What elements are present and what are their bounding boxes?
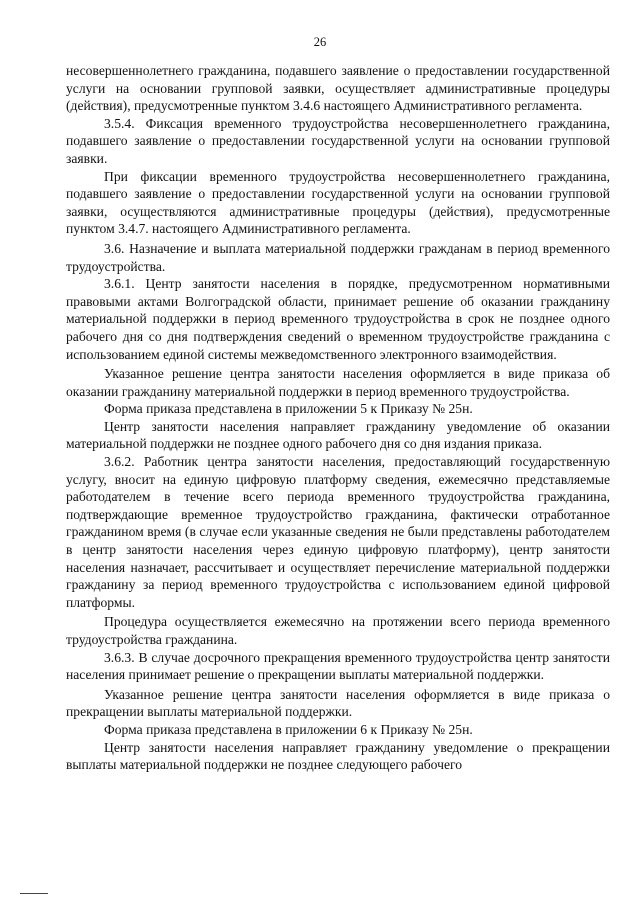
paragraph-3-6-2: 3.6.2. Работник центра занятости населения, предоставляющий государственную услугу, вносит на единую цифровую платформу сведения, ежемесячно представляемые работодателем в течение всего периода временного трудоустройства гражданина, подтверждающие временное трудоустройство гражданина, фактически отработанное гражданином время (в случае если указанные сведения не были представлены работодателем в центр занятости населения через единую цифровую платформу), центр занятости населения назначает, рассчитывает и осуществляет перечисление материальной поддержки гражданину за период временного трудоустройства с использованием единой цифровой платформы. (66, 454, 610, 610)
paragraph-termination-order: Указанное решение центра занятости населения оформляется в виде приказа о прекращении выплаты материальной поддержки. (66, 686, 610, 720)
paragraph-form-5: Форма приказа представлена в приложении 5 к Приказу № 25н. (104, 401, 473, 417)
document-body (66, 62, 610, 774)
paragraph-decision-order: Указанное решение центра занятости населения оформляется в виде приказа об оказании гражданину материальной поддержки в период временного трудоустройства. (66, 366, 610, 399)
paragraph-notification: Центр занятости населения направляет гражданину уведомление об оказании материальной поддержки не позднее одного рабочего дня со дня издания приказа. (66, 418, 610, 452)
paragraph-3-6: 3.6. Назначение и выплата материальной поддержки гражданам в период временного трудоустройства. (66, 240, 610, 274)
paragraph-procedure: Процедура осуществляется ежемесячно на протяжении всего периода временного трудоустройства гражданина. (66, 614, 610, 647)
page-edge-mark (20, 893, 48, 894)
paragraph-form-6: Форма приказа представлена в приложении 6 к Приказу № 25н. (104, 721, 473, 737)
page-number: 26 (313, 35, 327, 49)
paragraph-fixation: При фиксации временного трудоустройства несовершеннолетнего гражданина, подавшего заявление о предоставлении государственной услуги на основании групповой заявки, осуществляются административные процедуры (действия), предусмотренные пунктом 3.4.7. настоящего Административного регламента. (66, 168, 610, 237)
paragraph-termination-notice: Центр занятости населения направляет гражданину уведомление о прекращении выплаты материальной поддержки не позднее следующего рабочего (66, 739, 610, 773)
paragraph-3-6-3: 3.6.3. В случае досрочного прекращения временного трудоустройства центр занятости населения принимает решение о прекращении выплаты материальной поддержки. (66, 649, 610, 683)
paragraph-continuation: несовершеннолетнего гражданина, подавшего заявление о предоставлении государственной услуги на основании групповой заявки, осуществляет административные процедуры (действия), предусмотренные пунктом 3.4.6 настоящего Административного регламента. (66, 63, 610, 114)
paragraph-3-5-4: 3.5.4. Фиксация временного трудоустройства несовершеннолетнего гражданина, подавшего заявление о предоставлении государственной услуги на основании групповой заявки. (66, 115, 610, 166)
paragraph-3-6-1: 3.6.1. Центр занятости населения в порядке, предусмотренном нормативными правовыми актами Волгоградской области, принимает решение об оказании гражданину материальной поддержки в период временного трудоустройства в срок не позднее одного рабочего дня со дня подтверждения сведений о временном трудоустройстве гражданина с использованием единой системы межведомственного электронного взаимодействия. (66, 276, 610, 362)
